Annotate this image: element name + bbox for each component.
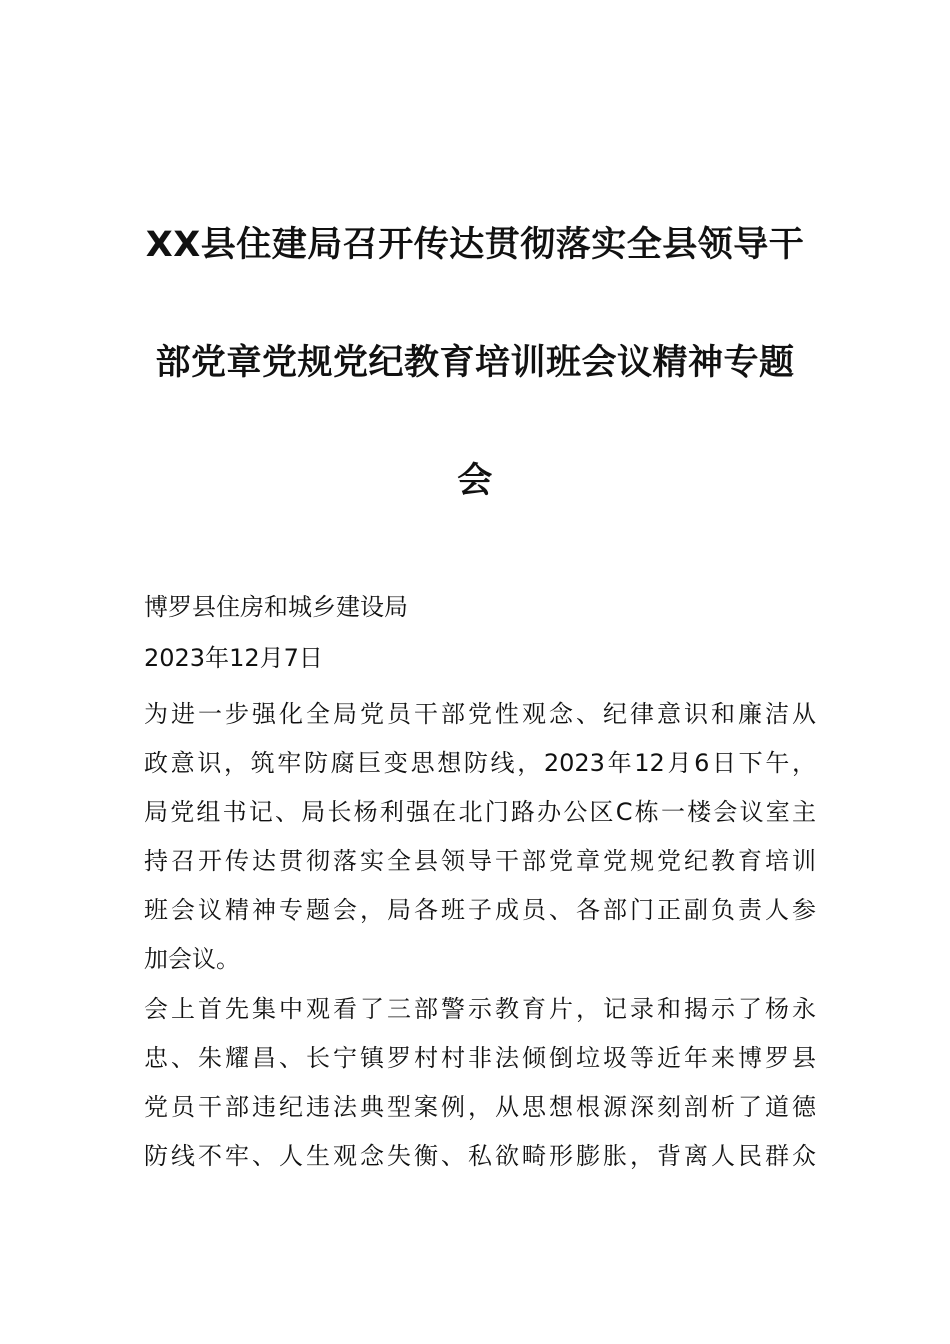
- paragraph-line: 防线不牢、人生观念失衡、私欲畸形膨胀，背离人民群众: [144, 1142, 816, 1170]
- paragraph-line: 政意识，筑牢防腐巨变思想防线，2023年12月6日下午，: [144, 749, 816, 777]
- paragraph-line: 为进一步强化全局党员干部党性观念、纪律意识和廉洁从: [144, 700, 816, 728]
- paragraph-line: 忠、朱耀昌、长宁镇罗村村非法倾倒垃圾等近年来博罗县: [144, 1044, 816, 1072]
- title-line-1: XX县住建局召开传达贯彻落实全县领导干: [145, 225, 805, 265]
- publish-date: 2023年12月7日: [144, 644, 323, 672]
- paragraph-line: 班会议精神专题会，局各班子成员、各部门正副负责人参: [144, 896, 816, 924]
- paragraph-line: 局党组书记、局长杨利强在北门路办公区C栋一楼会议室主: [144, 798, 816, 826]
- title-line-2: 部党章党规党纪教育培训班会议精神专题: [155, 343, 795, 383]
- paragraph-line: 党员干部违纪违法典型案例，从思想根源深刻剖析了道德: [144, 1093, 816, 1121]
- paragraph-line: 加会议。: [144, 945, 240, 973]
- paragraph-line: 持召开传达贯彻落实全县领导干部党章党规党纪教育培训: [144, 847, 816, 875]
- body-paragraph-1: [144, 690, 816, 984]
- body-paragraph-2: [144, 985, 816, 1181]
- paragraph-line: 会上首先集中观看了三部警示教育片，记录和揭示了杨永: [144, 995, 816, 1023]
- document-title: [130, 186, 820, 540]
- organization-name: 博罗县住房和城乡建设局: [144, 593, 408, 621]
- title-line-3: 会: [457, 461, 493, 501]
